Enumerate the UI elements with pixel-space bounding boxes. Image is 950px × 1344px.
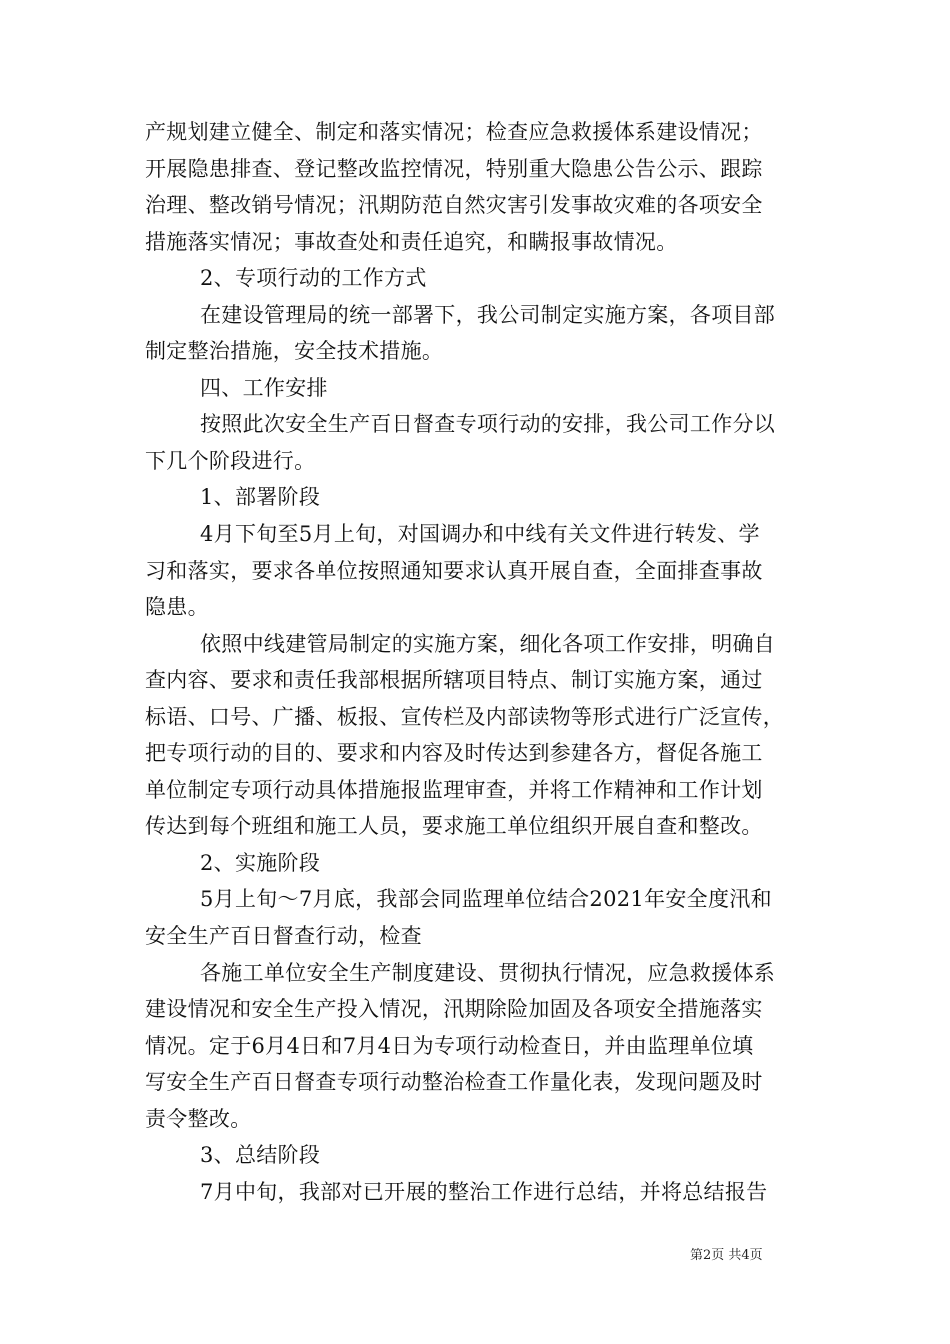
text-line: 7月中旬，我部对已开展的整治工作进行总结，并将总结报告: [200, 1179, 768, 1204]
text-line: 5月上旬～7月底，我部会同监理单位结合2021年安全度汛和: [200, 887, 772, 912]
section-heading: 3、总结阶段: [200, 1143, 321, 1168]
text-line: 传达到每个班组和施工人员，要求施工单位组织开展自查和整改。: [145, 814, 763, 839]
text-line: 标语、口号、广播、板报、宣传栏及内部读物等形式进行广泛宣传，: [145, 704, 784, 729]
text-line: 开展隐患排查、登记整改监控情况，特别重大隐患公告公示、跟踪: [145, 156, 763, 181]
text-line: 4月下旬至5月上旬，对国调办和中线有关文件进行转发、学: [200, 522, 760, 547]
text-line: 在建设管理局的统一部署下，我公司制定实施方案，各项目部: [200, 302, 776, 327]
text-line: 责令整改。: [145, 1106, 252, 1131]
text-line: 措施落实情况；事故查处和责任追究，和瞒报事故情况。: [145, 229, 678, 254]
document-body: [145, 114, 813, 1210]
section-heading: 2、专项行动的工作方式: [200, 266, 427, 291]
section-heading: 1、部署阶段: [200, 485, 321, 510]
text-line: 写安全生产百日督查专项行动整治检查工作量化表，发现问题及时: [145, 1070, 763, 1095]
text-line: 按照此次安全生产百日督查专项行动的安排，我公司工作分以: [200, 412, 776, 437]
text-line: 查内容、要求和责任我部根据所辖项目特点、制订实施方案，通过: [145, 668, 763, 693]
text-line: 下几个阶段进行。: [145, 448, 316, 473]
text-line: 隐患。: [145, 595, 209, 620]
text-line: 习和落实，要求各单位按照通知要求认真开展自查，全面排查事故: [145, 558, 763, 583]
page-number: 第2页 共4页: [690, 1248, 763, 1263]
text-line: 制定整治措施，安全技术措施。: [145, 339, 444, 364]
text-line: 治理、整改销号情况；汛期防范自然灾害引发事故灾难的各项安全: [145, 193, 763, 218]
text-line: 把专项行动的目的、要求和内容及时传达到参建各方，督促各施工: [145, 741, 763, 766]
text-line: 建设情况和安全生产投入情况，汛期除险加固及各项安全措施落实: [145, 997, 763, 1022]
text-line: 单位制定专项行动具体措施报监理审查，并将工作精神和工作计划: [145, 777, 763, 802]
text-line: 产规划建立健全、制定和落实情况；检查应急救援体系建设情况；: [145, 120, 763, 144]
text-line: 依照中线建管局制定的实施方案，细化各项工作安排，明确自: [200, 631, 776, 656]
section-heading: 四、工作安排: [200, 375, 328, 400]
section-heading: 2、实施阶段: [200, 850, 321, 875]
text-line: 各施工单位安全生产制度建设、贯彻执行情况，应急救援体系: [200, 960, 776, 985]
text-line: 情况。定于6月4日和7月4日为专项行动检查日，并由监理单位填: [145, 1033, 754, 1058]
text-line: 安全生产百日督查行动，检查: [145, 924, 422, 949]
